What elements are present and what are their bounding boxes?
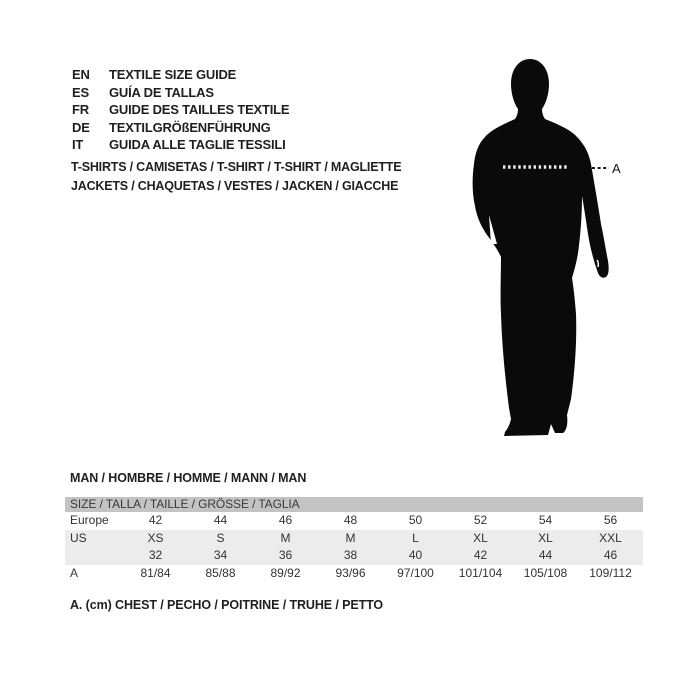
cell: 105/108 bbox=[523, 565, 568, 580]
cell: 109/112 bbox=[589, 565, 632, 580]
language-row bbox=[72, 101, 289, 119]
row-label: US bbox=[70, 530, 87, 545]
garment-types-jackets: JACKETS / CHAQUETAS / VESTES / JACKEN / GIACCHE bbox=[71, 178, 399, 193]
cell: XS bbox=[147, 530, 164, 545]
size-table-header: SIZE / TALLA / TAILLE / GRÖSSE / TAGLIA bbox=[65, 497, 643, 512]
cell: 89/92 bbox=[270, 565, 301, 580]
cell: 50 bbox=[408, 513, 423, 527]
language-code: DE bbox=[72, 119, 90, 135]
language-label: GUIDE DES TAILLES TEXTILE bbox=[109, 102, 290, 118]
cell: 44 bbox=[538, 548, 553, 562]
cell: 56 bbox=[603, 513, 618, 527]
cell: 46 bbox=[603, 548, 618, 562]
footnote-chest: A. (cm) CHEST / PECHO / POITRINE / TRUHE / PETTO bbox=[70, 598, 384, 612]
cell: 48 bbox=[343, 513, 358, 527]
language-label: GUÍA DE TALLAS bbox=[109, 84, 214, 100]
garment-types bbox=[71, 158, 401, 195]
language-code: EN bbox=[72, 67, 90, 82]
cell: 42 bbox=[148, 513, 163, 527]
man-silhouette-shape bbox=[473, 59, 609, 436]
cell: XXL bbox=[599, 530, 622, 545]
language-label: TEXTILGRÖßENFÜHRUNG bbox=[109, 119, 271, 135]
cell: 40 bbox=[408, 548, 423, 562]
table-row-europe bbox=[65, 512, 643, 530]
cell: XL bbox=[473, 530, 488, 545]
cell: 85/88 bbox=[205, 565, 236, 580]
man-silhouette-svg bbox=[460, 58, 630, 442]
cell: 97/100 bbox=[397, 565, 434, 580]
table-row-numeric bbox=[65, 547, 643, 565]
cell: 32 bbox=[148, 548, 163, 562]
cell: 81/84 bbox=[140, 565, 171, 580]
language-label: TEXTILE SIZE GUIDE bbox=[109, 67, 237, 82]
cell: S bbox=[216, 530, 225, 545]
cell: 44 bbox=[213, 513, 228, 527]
table-row-chest bbox=[65, 565, 643, 583]
cell: 52 bbox=[473, 513, 488, 527]
language-list bbox=[72, 66, 289, 154]
language-label: GUIDA ALLE TAGLIE TESSILI bbox=[109, 137, 286, 153]
language-row bbox=[72, 119, 289, 137]
table-row-us bbox=[65, 530, 643, 548]
cell: XL bbox=[538, 530, 553, 545]
cell: 42 bbox=[473, 548, 488, 562]
language-code: ES bbox=[72, 84, 89, 100]
garment-types-tshirts: T-SHIRTS / CAMISETAS / T-SHIRT / T-SHIRT / MAGLIETTE bbox=[71, 160, 402, 174]
section-heading-man: MAN / HOMBRE / HOMME / MANN / MAN bbox=[70, 471, 307, 485]
language-row bbox=[72, 136, 289, 154]
cell: 46 bbox=[278, 513, 293, 527]
cell: L bbox=[412, 530, 419, 545]
language-row bbox=[72, 84, 289, 102]
language-code: IT bbox=[72, 137, 84, 153]
cell: 38 bbox=[343, 548, 358, 562]
cell: M bbox=[280, 530, 291, 545]
language-code: FR bbox=[72, 102, 89, 118]
cell: 93/96 bbox=[335, 565, 366, 580]
row-label: A bbox=[70, 565, 79, 580]
cell: 36 bbox=[278, 548, 293, 562]
cell: 54 bbox=[538, 513, 553, 527]
cell: 34 bbox=[213, 548, 228, 562]
man-silhouette-figure bbox=[460, 58, 630, 442]
measure-label-a: A bbox=[612, 161, 621, 176]
cell: 101/104 bbox=[458, 565, 503, 580]
size-table bbox=[65, 497, 643, 582]
row-label bbox=[65, 547, 123, 565]
row-label: Europe bbox=[70, 513, 109, 527]
language-row bbox=[72, 66, 289, 84]
cell: M bbox=[345, 530, 356, 545]
